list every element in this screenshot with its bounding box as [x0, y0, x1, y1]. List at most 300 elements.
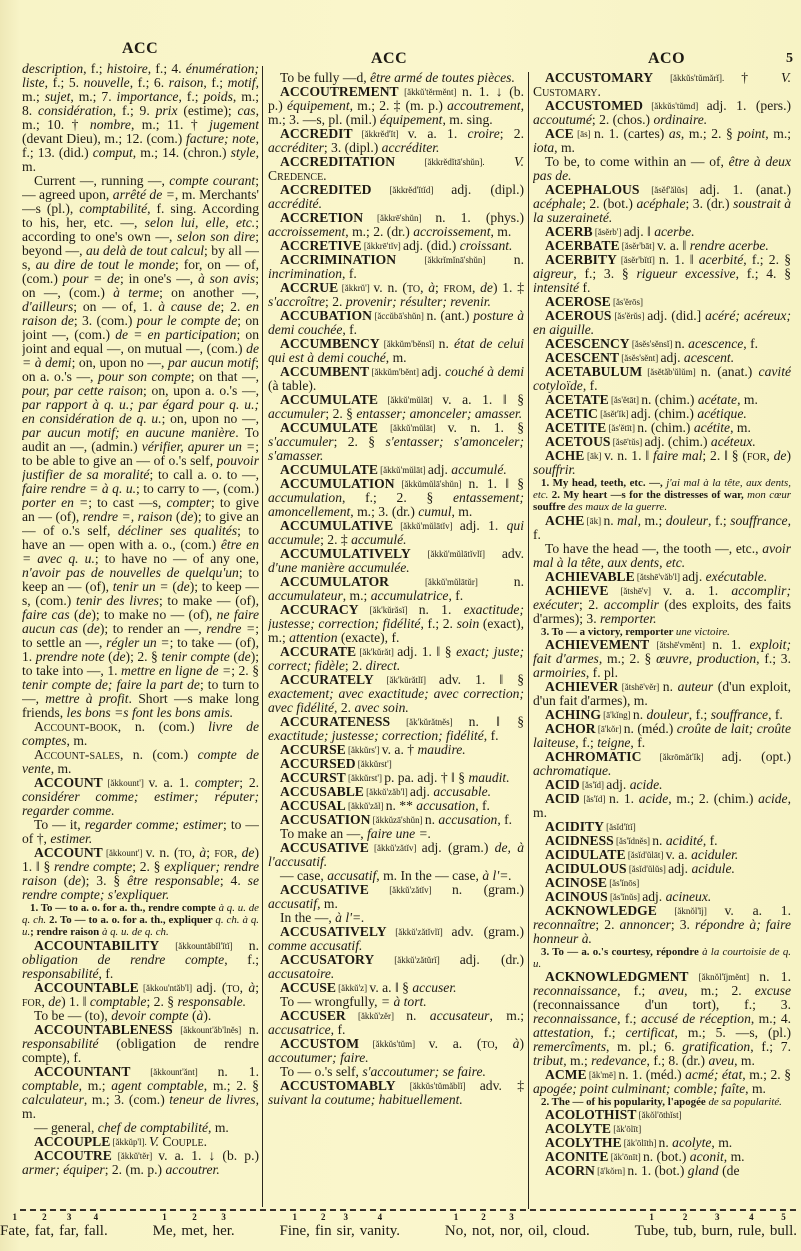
- text: . To audit an —, (admin.): [22, 425, 259, 454]
- french-translation: soin: [456, 616, 480, 631]
- text: , f.: [330, 1022, 346, 1037]
- french-translation: rendre acerbe.: [689, 238, 769, 253]
- french-translation: être armé de toutes pièces.: [370, 71, 515, 85]
- key-word: [0, 1212, 30, 1240]
- dictionary-entry: [533, 750, 791, 778]
- dictionary-entry: [268, 981, 524, 995]
- french-translation: gratification: [682, 1039, 751, 1055]
- pronunciation: [ăsĭd'ĭtĭ]: [603, 821, 636, 832]
- text: adj. 1. (pers.): [706, 98, 791, 113]
- key-group: [0, 1212, 108, 1240]
- small-caps-text: to: [481, 1036, 495, 1051]
- text: adj. (: [196, 979, 227, 995]
- text: , f.; 6.: [129, 75, 169, 90]
- pronunciation: [ăk'ōnīt]: [608, 1152, 643, 1163]
- pronunciation: [ăsĭd'ŭlŭs]: [626, 863, 669, 874]
- dictionary-entry: [22, 1149, 259, 1177]
- text: , f.;: [708, 512, 731, 528]
- headword: ACCOUTRE: [34, 1147, 112, 1163]
- text: n.: [513, 252, 524, 267]
- text: , f.: [768, 706, 783, 722]
- pronunciation: [ăk'kŭrăsĭ]: [358, 605, 419, 615]
- headword: ACCUSTOMED: [545, 98, 643, 113]
- pronunciation: [ăkkount']: [102, 848, 146, 858]
- dictionary-entry: [268, 85, 524, 127]
- small-caps-text: for: [214, 845, 234, 860]
- text: , m.; 14. (chron.): [132, 145, 231, 160]
- text: , m.; 3. —s, pl. (mil.): [268, 98, 524, 127]
- pronunciation: [ătshē'vĕr]: [618, 681, 663, 692]
- headword: ACETATE: [545, 392, 609, 407]
- dictionary-entry: [22, 748, 259, 776]
- dictionary-entry: [533, 570, 791, 584]
- text: ; 2. (chos.): [591, 112, 654, 127]
- text: ); 3. §: [81, 873, 128, 888]
- dictionary-entry: [533, 183, 791, 225]
- text: adj.: [682, 568, 706, 584]
- dictionary-entry: [268, 463, 524, 477]
- french-translation: responsabilité: [22, 1035, 99, 1051]
- french-translation: avec soin.: [354, 700, 409, 715]
- french-translation: à la courtoisie de q. u.: [533, 945, 791, 970]
- pronunciation: [ăsĕr'bāt]: [619, 241, 658, 251]
- pronunciation: [ăccŭbā'shŭn]: [371, 311, 427, 321]
- dictionary-entry: [268, 71, 524, 85]
- pronunciation: [ăs'ĭnōs]: [606, 877, 640, 888]
- text: †: [741, 71, 782, 85]
- text: ; on that —,: [190, 369, 259, 384]
- text: ; to keep an — (of),: [22, 565, 259, 594]
- text: v. n. 1. ‖: [604, 448, 654, 463]
- headword: ACCURST: [280, 770, 346, 785]
- text: n. (méd.): [623, 720, 677, 736]
- french-translation: teigne: [597, 734, 631, 750]
- pronunciation: [ăkkrŭ']: [338, 283, 374, 293]
- french-translation: intensité: [533, 280, 580, 295]
- key-number: 1: [292, 1212, 297, 1222]
- french-translation: être en = avec q. u.: [22, 537, 259, 566]
- key-example: fin: [314, 1223, 332, 1239]
- french-translation: de: [480, 280, 493, 295]
- pronunciation: [ăkkrē'tĭv]: [361, 241, 404, 251]
- french-translation: équipement: [286, 98, 350, 113]
- text: ; 2.: [220, 299, 247, 314]
- french-translation: être à deux pas de.: [533, 154, 791, 183]
- french-translation: régler un =: [106, 635, 170, 650]
- dictionary-entry: [268, 603, 524, 645]
- text: — case,: [280, 868, 328, 883]
- small-caps-text: for: [22, 993, 42, 1009]
- french-translation: accréditer: [268, 140, 324, 155]
- key-example: vanity.: [359, 1223, 401, 1239]
- column-2: [268, 71, 524, 1207]
- text: (: [56, 873, 69, 888]
- key-number: 3: [343, 1212, 348, 1222]
- french-translation: aciduler.: [691, 846, 739, 862]
- text: n.: [658, 1135, 673, 1151]
- dictionary-entry: [533, 542, 791, 570]
- key-number: 4: [749, 1212, 754, 1222]
- text: adj.: [409, 784, 434, 799]
- key-number: 2: [682, 1212, 688, 1222]
- headword: ACCOUTREMENT: [280, 84, 399, 99]
- dictionary-entry: [533, 239, 791, 253]
- french-translation: rendre =, raison: [82, 509, 173, 524]
- text: , f.;: [617, 983, 659, 999]
- text: adj. (chim.): [644, 434, 711, 449]
- dictionary-entry: [268, 869, 524, 883]
- dictionary-entry: [268, 799, 524, 813]
- text: . Short —s make long friends,: [22, 691, 259, 720]
- text: ; for, on — of, (com.): [22, 257, 259, 286]
- key-word: [635, 1212, 669, 1240]
- key-example: oil,: [528, 1223, 548, 1239]
- text: ; 2.: [499, 126, 524, 141]
- french-translation: cavité cotyloïde: [533, 364, 791, 393]
- text: , f.: [743, 336, 758, 351]
- dictionary-entry: [268, 743, 524, 757]
- french-translation: accusé de réception: [640, 1011, 751, 1027]
- pronunciation: [ăs'ĕtīt]: [606, 423, 638, 433]
- text: v. a.: [665, 846, 692, 862]
- french-translation: compte courant: [169, 173, 256, 188]
- text: ); to render an —,: [99, 621, 207, 636]
- text: , m. Merchants' —s (pl.),: [22, 187, 259, 216]
- french-translation: à q. u. de q. ch.: [101, 926, 169, 939]
- pronunciation: [āk]: [584, 451, 605, 461]
- dictionary-entry: [533, 638, 791, 680]
- text: adj. 1.: [459, 518, 507, 533]
- text: , m.: [22, 1091, 259, 1121]
- pronunciation: [ăsĕrb']: [592, 227, 624, 237]
- small-caps-text: Account-book: [34, 719, 118, 734]
- text: , f.; 8. (dr.): [646, 1053, 709, 1069]
- text: To be fully —d,: [280, 71, 371, 85]
- french-translation: œuvre, production: [656, 650, 757, 666]
- text: ; on joint and equal —, on mutual —, (com.): [22, 327, 259, 356]
- text: v. a. 1. ‖ §: [442, 392, 524, 407]
- french-translation: entasser; amonceler; amasser.: [356, 406, 523, 421]
- french-translation: responsabilité: [22, 965, 99, 981]
- pronunciation: [ăkkŭ'mŭlātĭv]: [393, 521, 460, 531]
- french-translation: tenir compte: [161, 649, 230, 664]
- pronunciation: [ăs'ĭdnĕs]: [613, 835, 653, 846]
- text: , m.: [451, 504, 473, 519]
- french-translation: annoncer: [619, 916, 671, 932]
- key-word: [500, 1212, 523, 1240]
- french-translation: mettre en ligne de =: [121, 663, 232, 678]
- french-translation: exactement; avec exactitude; avec correction; avec fidélité: [268, 686, 524, 715]
- dictionary-entry: [22, 174, 259, 720]
- headword: ACIDITY: [545, 818, 604, 834]
- text: ; 2. ‡: [320, 532, 352, 547]
- french-translation: accusation: [416, 798, 476, 813]
- text: (: [188, 1007, 197, 1023]
- text: , m.: [533, 790, 791, 820]
- key-number: 2: [42, 1212, 47, 1222]
- french-translation: de: [773, 448, 787, 463]
- text: ); to make no — (of),: [91, 607, 217, 622]
- pronunciation-key: [0, 1212, 797, 1248]
- text: adv. ‡: [479, 1078, 524, 1093]
- pronunciation: [ăkkrĕd'ĭtĭd]: [371, 185, 452, 195]
- key-word: [445, 1212, 467, 1240]
- headword: ACCUSATIVE: [280, 840, 369, 855]
- french-translation: douleur: [665, 512, 709, 528]
- key-word: [213, 1212, 235, 1240]
- key-number: 3: [714, 1212, 720, 1222]
- pronunciation: [ăkkŭrs']: [345, 745, 382, 755]
- french-translation: les bons =s font les bons amis.: [66, 705, 234, 720]
- headword: ACCOUNT: [34, 845, 103, 860]
- pronunciation: [ăkkount']: [102, 778, 149, 788]
- french-translation: incrimination: [268, 266, 343, 281]
- text: To — wrongfully,: [280, 994, 381, 1009]
- text: ; to turn to —,: [22, 677, 259, 706]
- text: n. 1.: [418, 602, 464, 617]
- small-caps-text: Customary.: [533, 84, 601, 99]
- french-translation: se rendre compte; s'expliquer.: [22, 873, 259, 902]
- text: , m.; 2. (chim.): [668, 790, 759, 806]
- headword: ACCUMBENT: [280, 364, 370, 379]
- pronunciation: [ā'kĭng]: [600, 709, 633, 720]
- dictionary-entry: [268, 309, 524, 337]
- text: adj. (did.]: [647, 308, 706, 323]
- french-translation: excuse: [754, 983, 791, 999]
- small-caps-text: from: [443, 280, 472, 295]
- headword: ACONITE: [545, 1149, 609, 1165]
- text: To make an —,: [280, 826, 368, 841]
- french-translation: accumulation: [268, 490, 342, 505]
- french-translation: par aucun motif: [168, 355, 256, 370]
- text: , m. sing.: [442, 112, 493, 127]
- text: , f.; 4. §: [735, 266, 791, 281]
- text: adj. (dipl.): [451, 182, 524, 197]
- french-translation: de: [241, 845, 255, 860]
- headword: ACERB: [545, 224, 593, 239]
- french-translation: description: [22, 62, 84, 76]
- text: In the —,: [280, 910, 336, 925]
- headword: ACCUMULATION: [280, 476, 395, 491]
- pronunciation: [ăs'ĕtāt]: [608, 395, 642, 405]
- headword: ACCUBATION: [280, 308, 372, 323]
- text: , m.;: [22, 75, 259, 104]
- french-translation: posture à demi couchée: [268, 308, 524, 337]
- text: , f.; 4.: [147, 62, 186, 76]
- french-translation: pour, par cette raison: [22, 383, 144, 398]
- french-translation: arrêté de =: [112, 187, 175, 202]
- text: , m.; 2. §: [742, 1067, 791, 1083]
- french-translation: d'une manière accumulée.: [268, 560, 410, 575]
- french-translation: style: [230, 145, 256, 160]
- text: (: [172, 509, 181, 524]
- french-translation: exploit; fait d'armes: [533, 636, 791, 666]
- headword: ACERBATE: [545, 238, 620, 253]
- french-translation: attention: [289, 630, 338, 645]
- text: To be — (to),: [34, 1007, 112, 1023]
- column-1: [22, 62, 259, 1205]
- pronunciation: [ăkkŭmŭlā'shŭn]: [394, 479, 469, 489]
- key-number: 1: [162, 1212, 167, 1222]
- text: adv. 1. ‖ §: [438, 672, 524, 687]
- dictionary-entry: [533, 449, 791, 477]
- dictionary-entry: [22, 1065, 259, 1121]
- headword: ACCREDITATION: [280, 154, 396, 169]
- french-translation: chef de comptabilité: [97, 1119, 209, 1135]
- text: , f.;: [575, 734, 598, 750]
- headword: ACCUSATORY: [280, 952, 375, 967]
- text: ; by all —s,: [22, 243, 259, 272]
- french-translation: acide: [758, 790, 788, 806]
- french-translation: histoire: [106, 62, 148, 76]
- pronunciation: [ā'kŏrn]: [594, 1166, 628, 1177]
- headword: ACESCENT: [545, 350, 620, 365]
- headword: ACCUSATIVE: [280, 882, 369, 897]
- text: ; 2.: [595, 916, 620, 932]
- key-example: fall.: [83, 1223, 108, 1239]
- text: , m.; 2. §: [203, 1077, 259, 1093]
- french-translation: reconnaître: [533, 916, 596, 932]
- dictionary-entry: [268, 1009, 524, 1037]
- text: adj.: [642, 888, 666, 904]
- french-translation: qui accumule: [268, 518, 524, 547]
- text: ,: [420, 280, 429, 295]
- dictionary-entry: [533, 71, 791, 99]
- text: ; to have no — of any one,: [94, 551, 259, 566]
- french-translation: porter en =: [22, 495, 89, 510]
- headword: ACCRUE: [280, 280, 339, 295]
- french-translation: aigreur: [533, 266, 574, 281]
- text: adj.: [421, 364, 446, 379]
- pronunciation: [ăkkŭ'zăl]: [345, 801, 386, 811]
- french-translation: compter: [194, 775, 240, 790]
- french-translation: croûte de lait; croûte laiteuse: [533, 720, 791, 750]
- pronunciation: [ăkkŭ'zătĭvlĭ]: [386, 927, 452, 937]
- headword: ACCOUNTABLE: [34, 979, 139, 995]
- text: n.: [438, 336, 455, 351]
- text: , m.; 2. §: [680, 126, 738, 141]
- text: (: [229, 649, 238, 664]
- french-translation: acescent.: [683, 350, 735, 365]
- text: n. 1.: [759, 969, 791, 985]
- headword: ACCUSTOMARY: [545, 71, 654, 85]
- text: ) 1. ‡: [492, 280, 524, 295]
- text: , f.;: [203, 75, 228, 90]
- key-example: not,: [472, 1223, 495, 1239]
- dictionary-entry: [533, 421, 791, 435]
- text: , 2.: [334, 700, 355, 715]
- text: , f.; 2. §: [743, 252, 791, 267]
- text: (: [77, 621, 88, 636]
- text: 2. My heart —s for the distresses of war,: [548, 489, 748, 502]
- key-group: [635, 1212, 797, 1240]
- pronunciation: [ăk'kŭrătnĕs]: [390, 717, 469, 727]
- text: f.: [579, 280, 591, 295]
- text: , f.; 2.: [420, 616, 457, 631]
- french-translation: de sa popularité.: [708, 1096, 782, 1109]
- dictionary-entry: [533, 393, 791, 407]
- key-example: her.: [212, 1223, 235, 1239]
- text: , m. pl.; 6.: [605, 1039, 683, 1055]
- text: ); to give an — of o.'s self,: [22, 509, 259, 538]
- text: n. 1. (méd.): [618, 1067, 686, 1083]
- text: , f.: [342, 322, 358, 337]
- text: ; on a. o.'s —,: [22, 355, 259, 384]
- french-translation: facture; note: [186, 131, 256, 146]
- text: ; 2.: [579, 596, 604, 612]
- text: , m.; 4.: [750, 1011, 791, 1027]
- french-translation: suivant la coutume; habituellement.: [268, 1092, 463, 1107]
- dictionary-entry: [268, 127, 524, 155]
- text: v. n. (: [373, 280, 407, 295]
- pronunciation: [ăsĕf'ălŭs]: [639, 185, 700, 195]
- text: ,: [233, 845, 242, 860]
- french-translation: à q. u. de q. ch.: [22, 902, 259, 927]
- dictionary-entry: [533, 365, 791, 393]
- french-translation: comptable: [22, 1077, 79, 1093]
- key-example: nor,: [499, 1223, 524, 1239]
- french-translation: auteur: [677, 678, 714, 694]
- pronunciation: [ăkkŭs'tŭm]: [359, 1039, 429, 1049]
- french-translation: acéteux.: [710, 434, 756, 449]
- text: ; beyond —,: [22, 229, 259, 258]
- text: ,: [471, 280, 481, 295]
- pronunciation: [ăkkŭ'mŭlāt]: [377, 465, 428, 475]
- french-translation: rigueur excessive: [636, 266, 736, 281]
- french-translation: de: [87, 621, 100, 636]
- french-translation: d'ailleurs: [22, 299, 74, 314]
- text: ; 2. §: [325, 406, 357, 421]
- pronunciation: [ăs'ĕrŭs]: [611, 311, 648, 321]
- french-translation: pouvoir justifier de sa moralité: [22, 453, 259, 482]
- french-translation: reconnaissance: [533, 983, 618, 999]
- text: , m.; 2. (dr.): [345, 224, 414, 239]
- text: ) 1. ‖: [61, 993, 90, 1009]
- french-translation: pour = de: [62, 271, 121, 286]
- french-translation: mal: [617, 512, 638, 528]
- text: , m.; 11. †: [130, 117, 210, 132]
- headword: ACETITE: [545, 420, 607, 435]
- headword: ACCOUNTABLENESS: [34, 1021, 173, 1037]
- headword: ACCREDITED: [280, 182, 372, 197]
- french-translation: croissant.: [459, 238, 513, 253]
- text: v. n. 1. §: [447, 420, 524, 435]
- text: ; on, upon no —,: [161, 411, 259, 426]
- pronunciation: [ăsē'tŭs]: [610, 437, 645, 447]
- pronunciation: [ăkkŭ'zĕr]: [345, 1011, 407, 1021]
- headword: ACIDULOUS: [545, 860, 627, 876]
- text: ): [519, 1036, 524, 1051]
- headword: ACHING: [545, 706, 601, 722]
- headword: ACHIEVE: [545, 582, 609, 598]
- key-word: [528, 1212, 548, 1240]
- dictionary-entry: [533, 848, 791, 862]
- dictionary-entry: [533, 351, 791, 365]
- french-translation: accumulé.: [351, 532, 407, 547]
- french-translation: de, à l'accusatif.: [268, 840, 524, 869]
- dictionary-entry: [533, 708, 791, 722]
- text: , f.: [483, 728, 499, 743]
- dictionary-entry: [533, 435, 791, 449]
- small-caps-text: Credence.: [268, 168, 327, 183]
- text: ; to have an — open with a. o., (com.): [22, 523, 259, 552]
- french-translation: accoutumé: [533, 112, 592, 127]
- text: p. pa. adj. † ‖ §: [384, 770, 469, 785]
- key-word: [337, 1212, 355, 1240]
- text: ); to keep —s, (com.): [22, 579, 259, 608]
- pronunciation: [ăk'ōlīth]: [621, 1138, 659, 1149]
- text: , m.; 2.: [684, 983, 755, 999]
